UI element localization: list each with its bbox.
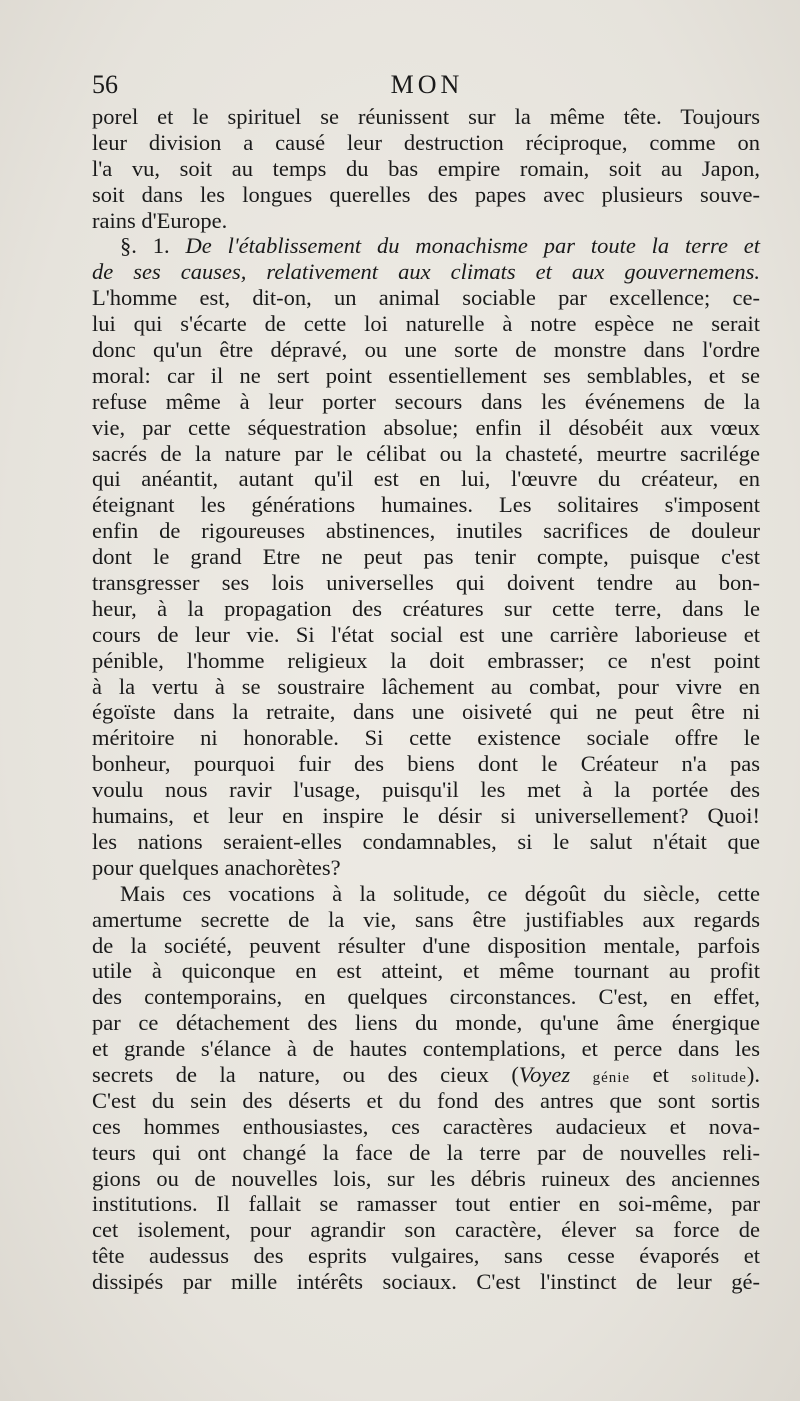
section-number: §. 1. [120, 233, 170, 259]
text-line: dont le grand Etre ne peut pas tenir compte, puisque c'est [92, 544, 760, 570]
text-line: amertume secrette de la vie, sans être justifiables aux regards [92, 906, 760, 932]
text-line: heur, à la propagation des créatures sur cette terre, dans le [92, 595, 760, 621]
text-line: à la vertu à se soustraire lâchement au combat, pour vivre en [92, 673, 760, 699]
text-line: égoïste dans la retraite, dans une oisiveté qui ne peut être ni [92, 699, 760, 725]
reference-genie: génie [592, 1069, 631, 1086]
text-line: qui anéantit, autant qu'il est en lui, l'œuvre du créateur, en [92, 466, 760, 492]
text-line: par ce détachement des liens du monde, qu'une âme énergique [92, 1010, 760, 1036]
text-line: refuse même à leur porter secours dans les événemens de la [92, 388, 760, 414]
text-line: soit dans les longues querelles des papes avec plusieurs souve- [92, 181, 760, 207]
text-line: dissipés par mille intérêts sociaux. C'est l'instinct de leur gé- [92, 1269, 760, 1295]
text-line: méritoire ni honorable. Si cette existence sociale offre le [92, 725, 760, 751]
text-line: de la société, peuvent résulter d'une disposition mentale, parfois [92, 932, 760, 958]
reference-conjunction: et [652, 1061, 669, 1087]
text-line: vie, par cette séquestration absolue; enfin il désobéit aux vœux [92, 414, 760, 440]
text-line: porel et le spirituel se réunissent sur la même tête. Toujours [92, 104, 760, 129]
text-line: institutions. Il fallait se ramasser tout entier en soi-même, par [92, 1191, 760, 1217]
text-line: L'homme est, dit-on, un animal sociable par excellence; ce- [92, 285, 760, 311]
text-line: donc qu'un être dépravé, ou une sorte de monstre dans l'ordre [92, 337, 760, 363]
text-line: éteignant les générations humaines. Les solitaires s'imposent [92, 492, 760, 518]
section-title-line [92, 259, 760, 285]
reference-solitude: solitude [691, 1069, 747, 1086]
text-line: Mais ces vocations à la solitude, ce dégoût du siècle, cette [120, 880, 760, 906]
text-line: sacrés de la nature par le célibat ou la chasteté, meurtre sacrilége [92, 440, 760, 466]
text-line: pénible, l'homme religieux la doit embrasser; ce n'est point [92, 647, 760, 673]
section-title-cont: de ses causes, relativement aux climats et aux gouvernemens. [92, 259, 760, 285]
text-line: leur division a causé leur destruction réciproque, comme on [92, 129, 760, 155]
text-line: rains d'Europe. [92, 207, 228, 233]
text-line: ces hommes enthousiastes, ces caractères audacieux et nova- [92, 1113, 760, 1139]
section-title: De l'établissement du monachisme par toute la terre et [185, 233, 761, 259]
text-line: lui qui s'écarte de cette loi naturelle à notre espèce ne serait [92, 311, 760, 337]
page-number: 56 [92, 70, 118, 99]
running-head: MON [390, 70, 464, 99]
text-line: pour quelques anachorètes? [92, 854, 341, 880]
text-line: gions ou de nouvelles lois, sur les débris ruineux des anciennes [92, 1165, 760, 1191]
text-segment: ). [746, 1061, 760, 1087]
cross-reference-line [92, 1062, 760, 1088]
text-line: les nations seraient-elles condamnables, si le salut n'était que [92, 828, 760, 854]
text-line: voulu nous ravir l'usage, puisqu'il les met à la portée des [92, 777, 760, 803]
text-line: cours de leur vie. Si l'état social est une carrière laborieuse et [92, 621, 760, 647]
text-line: l'a vu, soit au temps du bas empire romain, soit au Japon, [92, 155, 760, 181]
text-line: des contemporains, en quelques circonstances. C'est, en effet, [92, 984, 760, 1010]
text-line: moral: car il ne sert point essentiellement ses semblables, et se [92, 362, 760, 388]
text-line: bonheur, pourquoi fuir des biens dont le Créateur n'a pas [92, 751, 760, 777]
text-line: enfin de rigoureuses abstinences, inutiles sacrifices de douleur [92, 518, 760, 544]
text-line: transgresser ses lois universelles qui doivent tendre au bon- [92, 570, 760, 596]
text-line: C'est du sein des déserts et du fond des antres que sont sortis [92, 1087, 760, 1113]
voyez-reference: Voyez [518, 1061, 571, 1087]
text-line: et grande s'élance à de hautes contemplations, et perce dans les [92, 1036, 760, 1062]
text-line: teurs qui ont changé la face de la terre par de nouvelles reli- [92, 1139, 760, 1165]
text-segment: secrets de la nature, ou des cieux ( [92, 1061, 519, 1087]
text-line: utile à quiconque en est atteint, et même tournant au profit [92, 958, 760, 984]
body-text [92, 104, 760, 1295]
text-line: tête audessus des esprits vulgaires, sans cesse évaporés et [92, 1243, 760, 1269]
page-header [92, 70, 762, 104]
section-heading [92, 233, 760, 259]
text-line: cet isolement, pour agrandir son caractère, élever sa force de [92, 1217, 760, 1243]
text-line: humains, et leur en inspire le désir si universellement? Quoi! [92, 803, 760, 829]
